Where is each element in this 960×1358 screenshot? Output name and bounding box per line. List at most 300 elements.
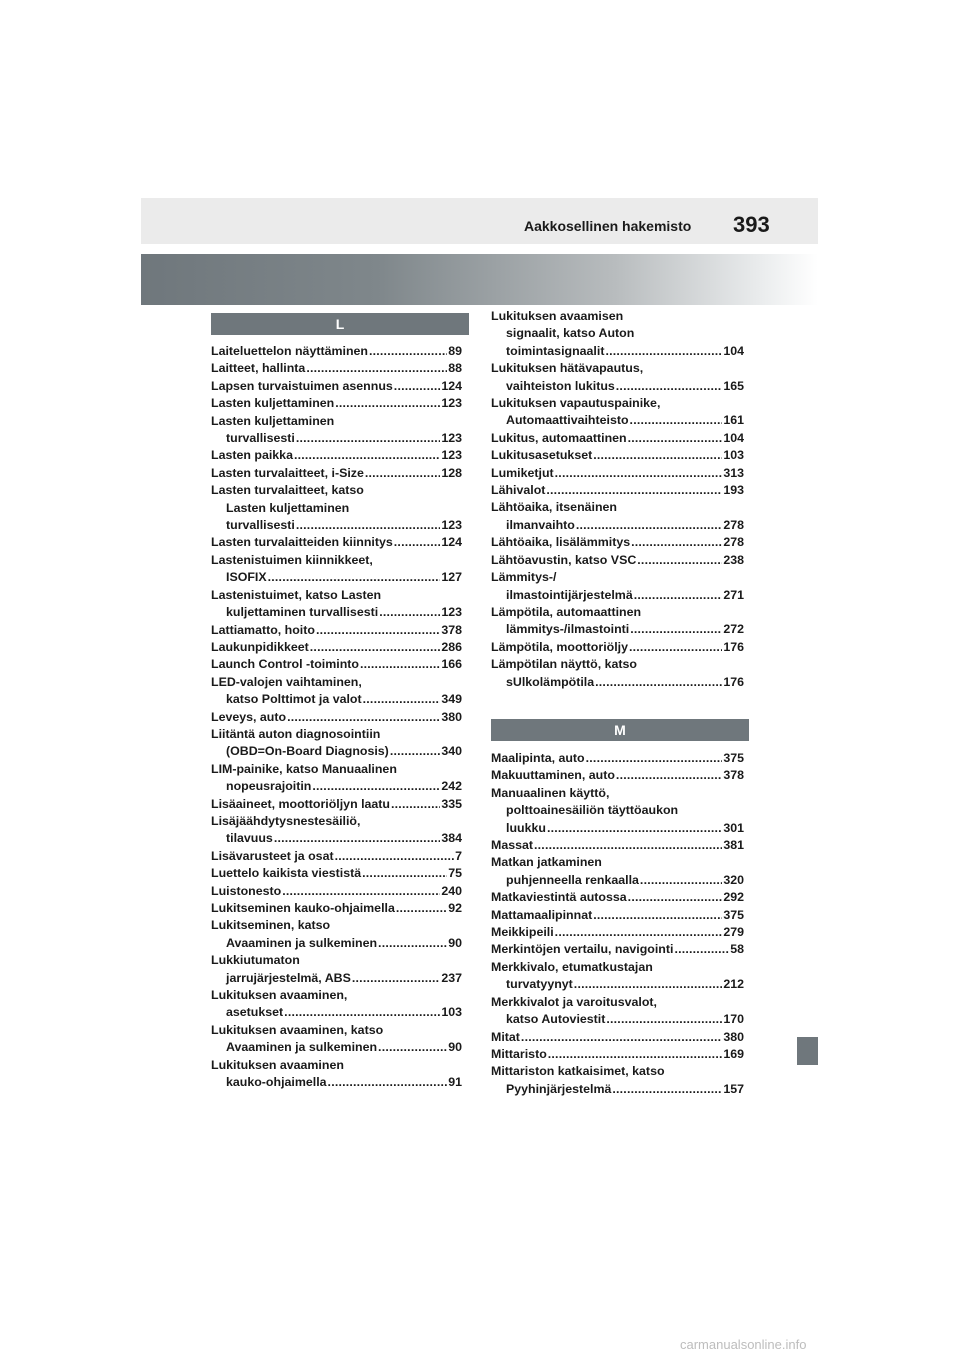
index-entry-text: Avaaminen ja sulkeminen: [226, 1040, 378, 1055]
dot-leader: [628, 430, 723, 447]
dot-leader: [637, 552, 722, 569]
index-entry-text: kuljettaminen turvallisesti: [226, 605, 379, 620]
index-entry-line: [211, 1004, 462, 1021]
index-entry-page: 340: [441, 744, 462, 759]
index-entry-page: 165: [723, 378, 744, 393]
index-entry-page: 335: [441, 796, 462, 811]
dot-leader: [378, 935, 447, 952]
dot-leader: [616, 378, 723, 395]
dot-leader: [631, 534, 722, 551]
index-entry-text: Lukituksen avaaminen: [211, 1057, 344, 1072]
dot-leader: [616, 767, 722, 784]
index-entry-line: [211, 1022, 462, 1039]
index-entry-line: [211, 604, 462, 621]
index-entry-page: 161: [723, 413, 744, 428]
dot-leader: [296, 430, 440, 447]
index-entry-page: 127: [441, 570, 462, 585]
watermark: carmanualsonline.info: [680, 1337, 807, 1352]
index-entry-page: 212: [723, 977, 744, 992]
index-entry: [491, 750, 744, 767]
index-entry-text: lämmitys-/ilmastointi: [506, 622, 630, 637]
index-entry-text: Lukitseminen, katso: [211, 918, 331, 933]
index-entry: [211, 465, 462, 482]
index-entry-line: [211, 517, 462, 534]
index-entry-text: Lämpötilan näyttö, katso: [491, 657, 637, 672]
dot-leader: [606, 1011, 722, 1028]
index-entry-line: [211, 413, 462, 430]
index-entry-text: LED-valojen vaihtaminen,: [211, 674, 362, 689]
dot-leader: [328, 1074, 448, 1091]
index-entry-text: Makuuttaminen, auto: [491, 768, 615, 783]
dot-leader: [282, 883, 440, 900]
index-entry-text: Lasten paikka: [211, 448, 293, 463]
index-entry-page: 320: [723, 872, 744, 887]
index-entry: [211, 413, 462, 448]
index-entry-text: Leveys, auto: [211, 709, 287, 724]
index-entry: [491, 1063, 744, 1098]
header-bar: [141, 198, 818, 244]
index-entry: [211, 482, 462, 534]
index-entry-text: Lasten turvalaitteet, i-Size: [211, 465, 364, 480]
index-entry-page: 123: [441, 518, 462, 533]
index-entry-line: [211, 691, 462, 708]
index-entry-text: Lukitseminen kauko-ohjaimella: [211, 901, 395, 915]
index-entry-page: 7: [455, 848, 462, 863]
index-entry-text: ilmastointijärjestelmä: [506, 587, 633, 602]
index-entry-line: [491, 1011, 744, 1028]
index-entry-text: turvatyynyt: [506, 977, 573, 992]
index-entry-line: [491, 1081, 744, 1098]
index-entry-text: Lukituksen avaaminen, katso: [211, 1022, 384, 1037]
index-entry-page: 89: [448, 344, 462, 358]
index-entry-page: 238: [723, 552, 744, 567]
index-entry-line: [491, 447, 744, 464]
index-entry-line: [491, 674, 744, 691]
dot-leader: [306, 360, 447, 377]
index-entry-text: Lukituksen avaaminen,: [211, 988, 348, 1003]
index-entry-text: Laiteluettelon näyttäminen: [211, 344, 368, 358]
dot-leader: [576, 517, 722, 534]
index-entry-page: 271: [723, 587, 744, 602]
index-entry-page: 90: [448, 935, 462, 950]
index-entry-line: [491, 656, 744, 673]
index-column-right-top: [491, 308, 744, 691]
index-entry-page: 103: [723, 448, 744, 463]
index-entry-text: signaalit, katso Auton: [506, 326, 635, 341]
index-entry-line: [211, 848, 462, 865]
index-entry: [211, 447, 462, 464]
index-entry-text: kauko-ohjaimella: [226, 1075, 327, 1090]
index-entry: [211, 726, 462, 761]
index-entry: [211, 622, 462, 639]
dot-leader: [284, 1004, 440, 1021]
index-entry: [491, 907, 744, 924]
dot-leader: [593, 907, 722, 924]
dot-leader: [630, 412, 723, 429]
dot-leader: [555, 924, 723, 941]
index-entry-text: Lukituksen avaamisen: [491, 309, 624, 323]
index-entry-line: [211, 500, 462, 517]
index-entry-page: 242: [441, 779, 462, 794]
index-entry: [491, 656, 744, 691]
index-entry-text: Lähtöavustin, katso VSC: [491, 552, 637, 567]
index-entry-text: Lasten kuljettaminen: [211, 396, 335, 411]
index-entry-line: [211, 465, 462, 482]
index-entry: [491, 785, 744, 837]
index-entry: [211, 587, 462, 622]
page-header-title: Aakkosellinen hakemisto: [524, 218, 692, 234]
index-entry-text: Liitäntä auton diagnosointiin: [211, 726, 381, 741]
index-entry-text: Lähivalot: [491, 483, 546, 498]
index-column-right-bottom: [491, 750, 744, 1098]
index-entry-page: 237: [441, 970, 462, 985]
index-entry-line: [211, 778, 462, 795]
index-entry-line: [491, 639, 744, 656]
index-entry: [211, 1022, 462, 1057]
index-entry-page: 349: [441, 692, 462, 707]
index-entry: [211, 900, 462, 917]
index-entry-text: Mattamaalipinnat: [491, 907, 593, 922]
index-entry: [491, 941, 744, 958]
index-entry-line: [211, 482, 462, 499]
section-header-L: L: [211, 313, 469, 335]
index-entry-line: [211, 935, 462, 952]
chapter-side-tab: [797, 1037, 818, 1065]
index-entry-line: [211, 569, 462, 586]
index-entry-line: [211, 360, 462, 377]
dot-leader: [586, 750, 723, 767]
index-entry-text: Luistonesto: [211, 883, 282, 898]
index-entry: [211, 813, 462, 848]
index-entry: [211, 952, 462, 987]
dot-leader: [287, 709, 440, 726]
index-entry-line: [211, 830, 462, 847]
index-entry-page: 170: [723, 1012, 744, 1027]
index-entry-page: 166: [441, 657, 462, 672]
index-entry-text: nopeusrajoitin: [226, 779, 312, 794]
dot-leader: [274, 830, 440, 847]
index-entry-text: katso Polttimot ja valot: [226, 692, 362, 707]
index-entry-page: 301: [723, 820, 744, 835]
index-entry: [491, 1029, 744, 1046]
index-entry-line: [211, 900, 462, 917]
index-entry-text: Lisäaineet, moottoriöljyn laatu: [211, 796, 391, 811]
index-entry-page: 123: [441, 431, 462, 446]
index-entry: [491, 639, 744, 656]
index-entry-line: [491, 343, 744, 360]
index-entry-text: Lähtöaika, lisälämmitys: [491, 535, 631, 550]
index-entry-line: [211, 447, 462, 464]
index-entry-text: turvallisesti: [226, 431, 295, 446]
index-entry-text: Lukitus, automaattinen: [491, 430, 627, 445]
index-entry: [211, 848, 462, 865]
index-entry-line: [491, 872, 744, 889]
index-entry: [491, 447, 744, 464]
index-entry-text: (OBD=On-Board Diagnosis): [226, 744, 389, 759]
index-entry-text: Lukituksen vapautuspainike,: [491, 396, 661, 411]
index-entry: [211, 656, 462, 673]
index-entry: [491, 604, 744, 639]
index-entry-line: [211, 378, 462, 395]
index-entry-text: Merkintöjen vertailu, navigointi: [491, 942, 674, 957]
index-entry-line: [491, 482, 744, 499]
dot-leader: [335, 848, 455, 865]
index-entry-line: [211, 674, 462, 691]
index-entry-text: Lämpötila, automaattinen: [491, 604, 642, 619]
index-entry-page: 176: [723, 674, 744, 689]
dot-leader: [674, 941, 729, 958]
index-entry-line: [491, 802, 744, 819]
index-entry-line: [211, 395, 462, 412]
index-entry-page: 124: [441, 535, 462, 550]
index-entry-line: [211, 726, 462, 743]
index-entry: [211, 709, 462, 726]
index-entry: [211, 395, 462, 412]
index-entry-page: 176: [723, 639, 744, 654]
dot-leader: [629, 639, 722, 656]
index-entry: [211, 343, 462, 360]
index-entry-page: 124: [441, 378, 462, 393]
dot-leader: [634, 587, 723, 604]
index-entry: [211, 534, 462, 551]
dot-leader: [555, 465, 723, 482]
decorative-gradient-band: [141, 254, 818, 305]
index-entry-line: [491, 1063, 744, 1080]
index-entry-text: Lisäjäähdytysnestesäiliö,: [211, 813, 361, 828]
index-entry-line: [491, 924, 744, 941]
index-entry-page: 103: [441, 1005, 462, 1020]
index-entry-page: 91: [448, 1075, 462, 1090]
dot-leader: [605, 343, 722, 360]
index-entry-text: Laitteet, hallinta: [211, 361, 306, 376]
index-entry: [491, 1046, 744, 1063]
index-entry-text: Merkkivalot ja varoitusvalot,: [491, 994, 657, 1009]
index-entry-text: Laukunpidikkeet: [211, 639, 309, 654]
index-entry-text: Lukitusasetukset: [491, 448, 593, 463]
index-entry: [491, 534, 744, 551]
index-entry-text: Lämpötila, moottoriöljy: [491, 639, 628, 654]
index-entry-line: [491, 308, 744, 325]
index-entry-line: [211, 430, 462, 447]
dot-leader: [593, 447, 722, 464]
dot-leader: [390, 743, 441, 760]
index-entry-line: [211, 534, 462, 551]
index-entry-text: Lastenistuimet, katso Lasten: [211, 587, 382, 602]
index-entry-page: 75: [448, 866, 462, 881]
index-entry-line: [491, 430, 744, 447]
index-entry-text: LIM-painike, katso Manuaalinen: [211, 761, 397, 776]
index-entry-line: [491, 1046, 744, 1063]
index-entry: [491, 482, 744, 499]
dot-leader: [369, 343, 447, 360]
index-entry-line: [491, 820, 744, 837]
index-entry-page: 380: [441, 709, 462, 724]
index-entry-line: [211, 813, 462, 830]
index-entry-text: jarrujärjestelmä, ABS: [226, 970, 351, 985]
index-entry-line: [491, 621, 744, 638]
dot-leader: [335, 395, 440, 412]
index-entry: [211, 917, 462, 952]
index-entry: [491, 465, 744, 482]
index-entry-page: 384: [441, 831, 462, 846]
index-entry: [211, 1057, 462, 1092]
index-entry-line: [491, 499, 744, 516]
index-entry-text: Luettelo kaikista viestistä: [211, 866, 362, 881]
index-entry-text: sUlkolämpötila: [506, 674, 595, 689]
dot-leader: [378, 1039, 447, 1056]
index-entry-line: [491, 889, 744, 906]
dot-leader: [310, 639, 441, 656]
index-entry-line: [491, 552, 744, 569]
index-entry: [491, 552, 744, 569]
index-entry-text: Meikkipeili: [491, 925, 554, 940]
dot-leader: [534, 837, 722, 854]
index-entry-text: Lukkiutumaton: [211, 953, 300, 968]
index-entry-page: 278: [723, 535, 744, 550]
index-entry-page: 272: [723, 622, 744, 637]
index-entry-text: Lattiamatto, hoito: [211, 622, 315, 637]
index-entry-line: [211, 987, 462, 1004]
index-entry: [491, 994, 744, 1029]
index-entry-page: 58: [730, 942, 744, 957]
index-entry-line: [211, 587, 462, 604]
index-entry: [491, 569, 744, 604]
index-entry-text: Maalipinta, auto: [491, 751, 585, 765]
index-entry: [491, 360, 744, 395]
index-entry-text: asetukset: [226, 1005, 284, 1020]
index-entry-page: 193: [723, 483, 744, 498]
index-entry: [491, 959, 744, 994]
index-entry-line: [211, 796, 462, 813]
index-entry: [211, 674, 462, 709]
index-entry-line: [211, 1039, 462, 1056]
index-entry-line: [491, 854, 744, 871]
index-entry-line: [211, 970, 462, 987]
dot-leader: [394, 534, 441, 551]
index-entry: [491, 308, 744, 360]
index-entry: [211, 552, 462, 587]
index-entry-text: vaihteiston lukitus: [506, 378, 615, 393]
index-entry: [211, 639, 462, 656]
index-entry-line: [211, 761, 462, 778]
index-entry: [211, 883, 462, 900]
index-entry-text: luukku: [506, 820, 546, 835]
index-entry-text: Matkaviestintä autossa: [491, 890, 627, 905]
index-entry-text: tilavuus: [226, 831, 273, 846]
dot-leader: [521, 1029, 722, 1046]
dot-leader: [294, 447, 440, 464]
dot-leader: [365, 465, 440, 482]
index-entry-line: [491, 976, 744, 993]
index-entry: [491, 854, 744, 889]
index-entry-line: [491, 517, 744, 534]
index-entry-line: [491, 378, 744, 395]
index-entry-page: 292: [723, 890, 744, 905]
dot-leader: [595, 674, 722, 691]
index-entry-page: 104: [723, 430, 744, 445]
index-entry-text: toimintasignaalit: [506, 343, 605, 358]
dot-leader: [316, 622, 440, 639]
index-entry-page: 380: [723, 1029, 744, 1044]
index-entry: [491, 430, 744, 447]
index-entry-page: 381: [723, 838, 744, 853]
dot-leader: [640, 872, 722, 889]
index-entry: [211, 796, 462, 813]
index-entry-line: [491, 360, 744, 377]
index-entry-text: Manuaalinen käyttö,: [491, 785, 610, 800]
index-entry-text: puhjenneella renkaalla: [506, 872, 639, 887]
index-entry-line: [211, 1057, 462, 1074]
index-entry-page: 123: [441, 396, 462, 411]
index-entry-line: [491, 907, 744, 924]
index-entry-page: 279: [723, 925, 744, 940]
index-entry-text: Lumiketjut: [491, 465, 554, 480]
index-entry: [211, 360, 462, 377]
index-entry-line: [211, 656, 462, 673]
index-entry-text: Lapsen turvaistuimen asennus: [211, 378, 393, 393]
index-entry: [211, 987, 462, 1022]
index-entry-page: 286: [441, 639, 462, 654]
index-entry-line: [491, 750, 744, 767]
index-entry: [491, 924, 744, 941]
index-entry-line: [491, 569, 744, 586]
index-entry-line: [491, 994, 744, 1011]
index-entry-page: 90: [448, 1040, 462, 1055]
index-entry-text: ilmanvaihto: [506, 517, 575, 532]
index-entry-page: 378: [723, 768, 744, 783]
index-entry-line: [211, 622, 462, 639]
index-column-left: [211, 343, 462, 1091]
index-entry-text: Lisävarusteet ja osat: [211, 848, 334, 863]
index-entry-line: [211, 709, 462, 726]
dot-leader: [574, 976, 723, 993]
index-entry-page: 88: [448, 361, 462, 376]
index-entry-page: 240: [441, 883, 462, 898]
index-entry-page: 104: [723, 343, 744, 358]
index-entry-line: [491, 465, 744, 482]
index-entry-page: 375: [723, 751, 744, 765]
index-entry-line: [211, 743, 462, 760]
index-entry-text: Lukituksen hätävapautus,: [491, 361, 644, 376]
index-entry-page: 378: [441, 622, 462, 637]
index-entry-line: [491, 959, 744, 976]
index-entry-line: [211, 343, 462, 360]
dot-leader: [363, 691, 441, 708]
index-entry-text: Merkkivalo, etumatkustajan: [491, 959, 653, 974]
index-entry-text: Lähtöaika, itsenäinen: [491, 500, 618, 515]
index-entry-text: Lasten turvalaitteet, katso: [211, 483, 364, 498]
dot-leader: [312, 778, 440, 795]
dot-leader: [547, 820, 722, 837]
index-entry-text: turvallisesti: [226, 518, 295, 533]
index-entry-line: [491, 534, 744, 551]
index-entry-page: 92: [448, 901, 462, 915]
index-entry-line: [491, 395, 744, 412]
dot-leader: [612, 1081, 722, 1098]
dot-leader: [379, 604, 440, 621]
index-entry-line: [491, 325, 744, 342]
dot-leader: [360, 656, 440, 673]
section-header-M: M: [491, 719, 749, 741]
index-entry-line: [491, 941, 744, 958]
index-entry-line: [211, 552, 462, 569]
index-entry-text: Lasten kuljettaminen: [211, 413, 335, 428]
index-entry-text: Massat: [491, 838, 534, 853]
index-entry-line: [211, 639, 462, 656]
index-entry-line: [211, 865, 462, 882]
dot-leader: [391, 796, 440, 813]
index-entry-text: Mitat: [491, 1029, 520, 1044]
